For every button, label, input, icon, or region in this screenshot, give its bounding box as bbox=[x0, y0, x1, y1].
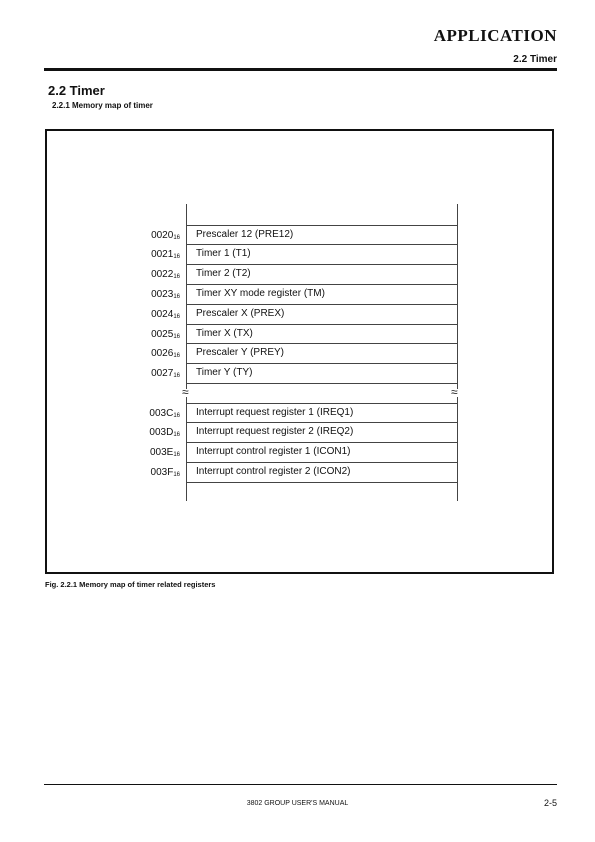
register-address bbox=[120, 348, 180, 359]
upper-divider bbox=[186, 264, 457, 265]
break-symbol-left: ≈ bbox=[182, 385, 189, 399]
address-radix: 16 bbox=[173, 333, 180, 340]
lower-divider bbox=[186, 422, 457, 423]
upper-divider bbox=[186, 225, 457, 226]
figure-caption: Fig. 2.2.1 Memory map of timer related registers bbox=[45, 580, 216, 589]
address-value: 003C bbox=[149, 407, 174, 419]
header-rule bbox=[44, 68, 557, 71]
register-address bbox=[120, 289, 180, 300]
register-address bbox=[120, 467, 180, 478]
address-value: 0022 bbox=[151, 269, 174, 281]
section-title: 2.2 Timer bbox=[48, 83, 105, 98]
register-address bbox=[120, 230, 180, 241]
register-label: Interrupt control register 1 (ICON1) bbox=[196, 446, 351, 458]
page-header-title: APPLICATION bbox=[433, 26, 557, 45]
register-label: Prescaler 12 (PRE12) bbox=[196, 228, 294, 240]
upper-divider bbox=[186, 324, 457, 325]
break-symbol-right: ≈ bbox=[451, 385, 458, 399]
register-label: Timer Y (TY) bbox=[196, 367, 253, 379]
upper-divider bbox=[186, 383, 457, 384]
address-value: 0026 bbox=[151, 348, 174, 360]
address-value: 003F bbox=[150, 466, 174, 478]
register-address bbox=[120, 249, 180, 260]
map-right-edge-upper bbox=[457, 204, 458, 389]
map-left-edge-upper bbox=[186, 204, 187, 389]
register-address bbox=[120, 329, 180, 340]
address-value: 003D bbox=[149, 427, 174, 439]
upper-divider bbox=[186, 343, 457, 344]
upper-divider bbox=[186, 304, 457, 305]
register-label: Timer 1 (T1) bbox=[196, 248, 251, 260]
footer-page-number: 2-5 bbox=[543, 798, 557, 808]
address-radix: 16 bbox=[173, 432, 180, 439]
subsection-title: 2.2.1 Memory map of timer bbox=[52, 101, 153, 110]
register-address bbox=[120, 447, 180, 458]
register-label: Interrupt request register 1 (IREQ1) bbox=[196, 406, 354, 418]
register-label: Prescaler X (PREX) bbox=[196, 307, 285, 319]
address-radix: 16 bbox=[173, 353, 180, 360]
address-value: 0027 bbox=[151, 368, 174, 380]
lower-divider bbox=[186, 403, 457, 404]
address-radix: 16 bbox=[173, 234, 180, 241]
address-radix: 16 bbox=[173, 254, 180, 261]
address-radix: 16 bbox=[173, 373, 180, 380]
register-address bbox=[120, 427, 180, 438]
address-value: 0021 bbox=[151, 249, 174, 261]
register-address bbox=[120, 269, 180, 280]
register-address bbox=[120, 309, 180, 320]
register-address bbox=[120, 408, 180, 419]
footer-manual-title: 3802 GROUP USER'S MANUAL bbox=[246, 800, 349, 807]
register-label: Timer 2 (T2) bbox=[196, 268, 251, 280]
lower-divider bbox=[186, 482, 457, 483]
register-label: Interrupt request register 2 (IREQ2) bbox=[196, 426, 354, 438]
upper-divider bbox=[186, 284, 457, 285]
footer-rule bbox=[44, 784, 557, 785]
register-label: Interrupt control register 2 (ICON2) bbox=[196, 465, 351, 477]
register-label: Timer XY mode register (TM) bbox=[196, 287, 325, 299]
upper-divider bbox=[186, 244, 457, 245]
lower-divider bbox=[186, 462, 457, 463]
address-value: 0020 bbox=[151, 229, 174, 241]
address-value: 0024 bbox=[151, 308, 174, 320]
page-header-subtitle: 2.2 Timer bbox=[513, 54, 557, 65]
register-label: Prescaler Y (PREY) bbox=[196, 347, 284, 359]
map-left-edge-lower bbox=[186, 397, 187, 501]
address-radix: 16 bbox=[173, 412, 180, 419]
address-value: 0025 bbox=[151, 328, 174, 340]
upper-divider bbox=[186, 363, 457, 364]
map-right-edge-lower bbox=[457, 397, 458, 501]
address-radix: 16 bbox=[173, 313, 180, 320]
address-radix: 16 bbox=[173, 274, 180, 281]
lower-divider bbox=[186, 442, 457, 443]
address-value: 003E bbox=[149, 447, 174, 459]
address-radix: 16 bbox=[173, 452, 180, 459]
address-radix: 16 bbox=[173, 293, 180, 300]
address-radix: 16 bbox=[173, 471, 180, 478]
register-address bbox=[120, 368, 180, 379]
address-value: 0023 bbox=[151, 288, 174, 300]
register-label: Timer X (TX) bbox=[196, 327, 253, 339]
